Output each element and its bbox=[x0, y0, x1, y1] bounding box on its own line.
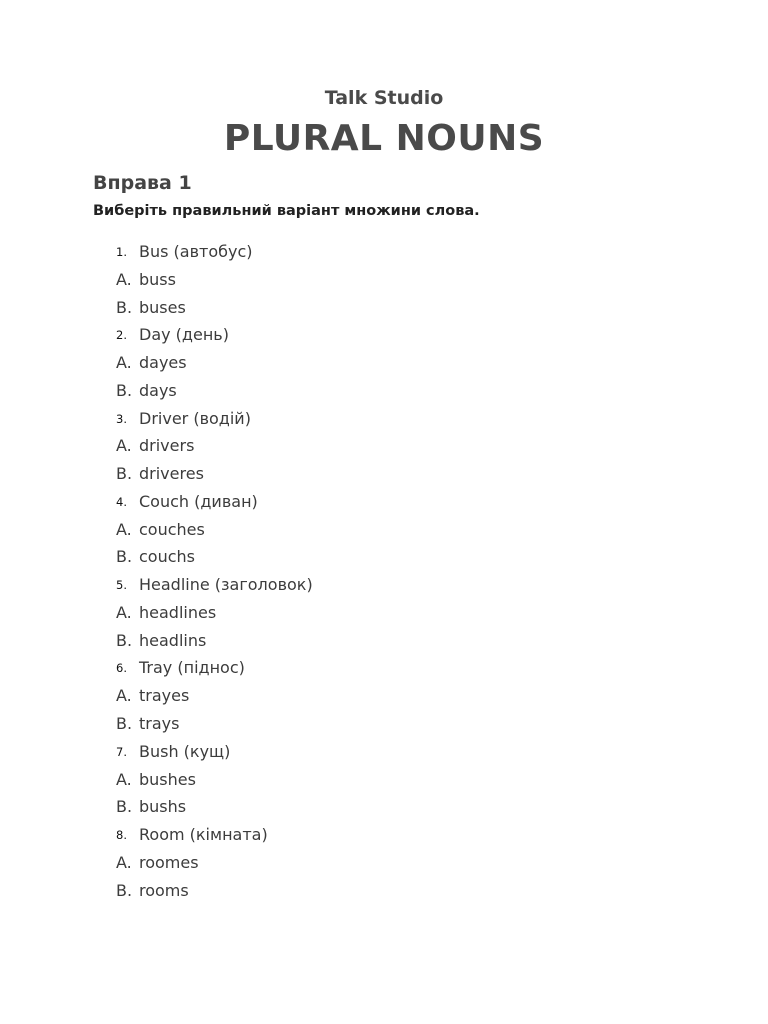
option-letter: B. bbox=[116, 714, 133, 734]
option-letter: B. bbox=[116, 880, 133, 900]
question-number: 1. bbox=[116, 245, 127, 259]
question-word: Room (кімната) bbox=[139, 825, 268, 845]
option-letter: A. bbox=[116, 269, 132, 289]
option-text: buss bbox=[139, 269, 176, 289]
question-item bbox=[0, 654, 768, 682]
answer-option[interactable] bbox=[0, 349, 768, 377]
question-item bbox=[0, 238, 768, 266]
question-number: 4. bbox=[116, 494, 127, 509]
answer-option[interactable] bbox=[0, 877, 768, 905]
answer-option[interactable] bbox=[0, 266, 768, 294]
question-word: Driver (водій) bbox=[139, 408, 251, 428]
option-text: bushes bbox=[139, 769, 196, 789]
question-item bbox=[0, 488, 768, 516]
question-item bbox=[0, 321, 768, 349]
answer-option[interactable] bbox=[0, 377, 768, 405]
option-text: dayes bbox=[139, 353, 187, 373]
option-letter: A. bbox=[116, 436, 132, 456]
option-letter: B. bbox=[116, 547, 133, 567]
exercise-instruction: Виберіть правильний варіант множини слова. bbox=[93, 203, 480, 219]
answer-option[interactable] bbox=[0, 599, 768, 627]
question-word: Bush (кущ) bbox=[139, 741, 231, 761]
question-word: Bus (автобус) bbox=[139, 242, 253, 261]
option-text: trayes bbox=[139, 686, 190, 706]
answer-option[interactable] bbox=[0, 432, 768, 460]
answer-option[interactable] bbox=[0, 849, 768, 877]
answer-option[interactable] bbox=[0, 460, 768, 488]
answer-option[interactable] bbox=[0, 710, 768, 738]
question-number: 7. bbox=[116, 744, 127, 759]
option-text: headlines bbox=[139, 602, 217, 622]
question-number: 3. bbox=[116, 411, 127, 426]
question-item bbox=[0, 738, 768, 766]
option-letter: B. bbox=[116, 297, 133, 317]
option-letter: B. bbox=[116, 380, 133, 400]
question-word: Couch (диван) bbox=[139, 491, 258, 511]
exercise-heading: Вправа 1 bbox=[93, 172, 192, 194]
answer-option[interactable] bbox=[0, 793, 768, 821]
option-text: headlins bbox=[139, 630, 207, 650]
question-number: 5. bbox=[116, 578, 127, 593]
question-list bbox=[0, 238, 768, 904]
question-number: 6. bbox=[116, 661, 127, 676]
question-number: 8. bbox=[116, 828, 127, 843]
question-item bbox=[0, 405, 768, 433]
option-letter: B. bbox=[116, 797, 133, 817]
option-text: couches bbox=[139, 519, 205, 539]
answer-option[interactable] bbox=[0, 294, 768, 322]
option-letter: A. bbox=[116, 353, 132, 373]
question-word: Day (день) bbox=[139, 325, 229, 345]
page-title: PLURAL NOUNS bbox=[223, 118, 545, 159]
option-letter: B. bbox=[116, 630, 133, 650]
option-text: driveres bbox=[139, 464, 204, 484]
brand-name: Talk Studio bbox=[324, 87, 444, 109]
answer-option[interactable] bbox=[0, 682, 768, 710]
option-letter: A. bbox=[116, 769, 132, 789]
option-letter: A. bbox=[116, 686, 132, 706]
option-text: rooms bbox=[139, 880, 189, 900]
question-word: Headline (заголовок) bbox=[139, 575, 313, 595]
option-text: drivers bbox=[139, 436, 195, 456]
option-text: days bbox=[139, 380, 177, 400]
option-letter: B. bbox=[116, 464, 133, 484]
question-number: 2. bbox=[116, 328, 127, 343]
option-text: roomes bbox=[139, 852, 199, 872]
answer-option[interactable] bbox=[0, 627, 768, 655]
option-text: bushs bbox=[139, 797, 187, 817]
question-word: Tray (піднос) bbox=[139, 658, 245, 678]
option-letter: A. bbox=[116, 602, 132, 622]
answer-option[interactable] bbox=[0, 543, 768, 571]
answer-option[interactable] bbox=[0, 766, 768, 794]
option-letter: A. bbox=[116, 519, 132, 539]
answer-option[interactable] bbox=[0, 516, 768, 544]
question-item bbox=[0, 821, 768, 849]
option-text: trays bbox=[139, 714, 180, 734]
option-text: couchs bbox=[139, 547, 195, 567]
option-text: buses bbox=[139, 297, 186, 317]
option-letter: A. bbox=[116, 852, 132, 872]
question-item bbox=[0, 571, 768, 599]
